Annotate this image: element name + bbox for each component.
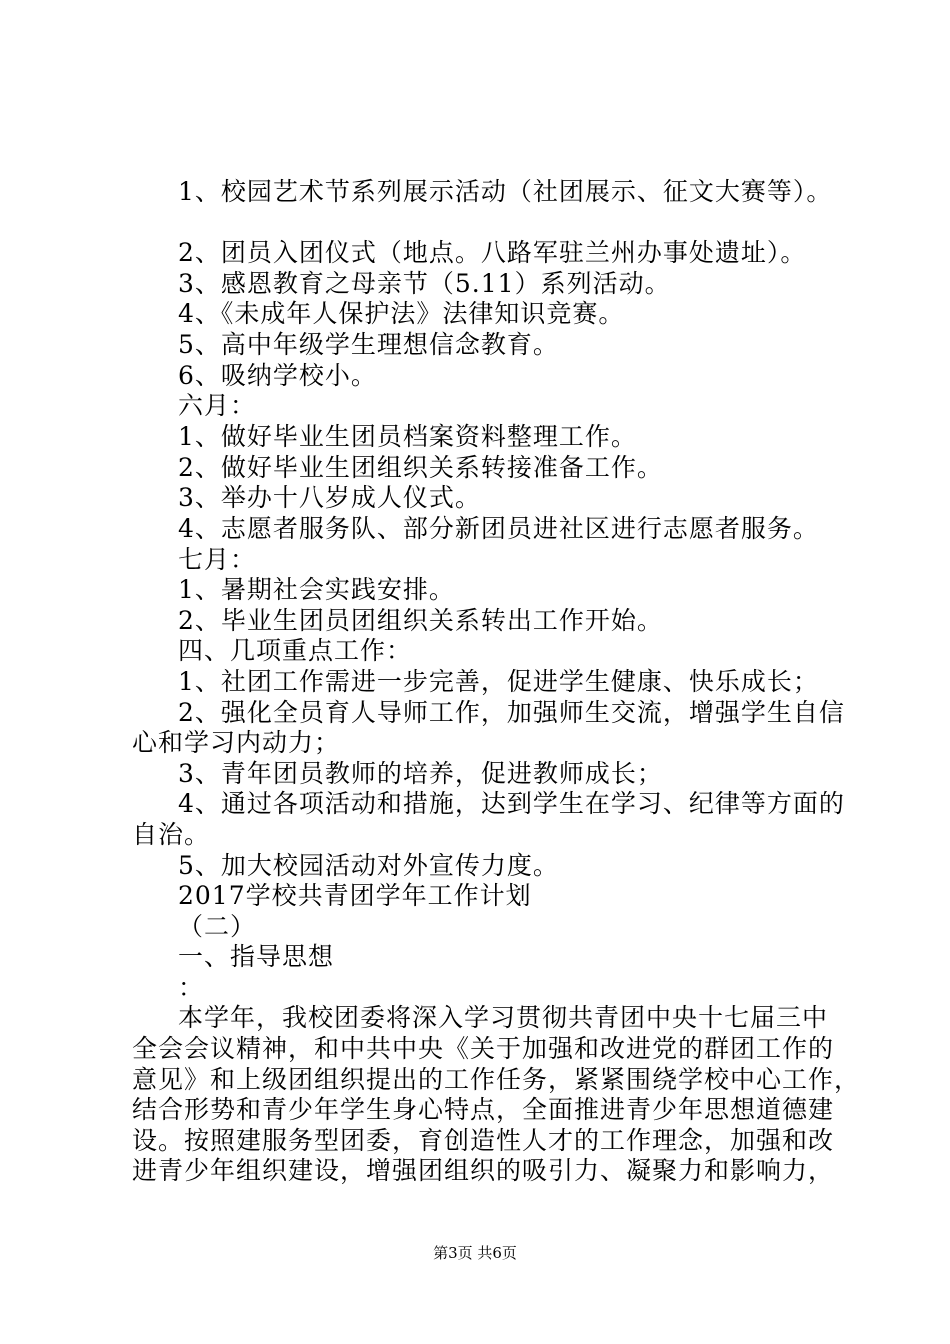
- section-heading: 七月：: [178, 545, 257, 574]
- text-line: 1、做好毕业生团员档案资料整理工作。: [178, 422, 637, 451]
- document-title: 2017学校共青团学年工作计划: [178, 881, 532, 910]
- text-line: 4、《未成年人保护法》法律知识竞赛。: [178, 299, 625, 328]
- text-line: 2、毕业生团员团组织关系转出工作开始。: [178, 606, 663, 635]
- text-line: 3、感恩教育之母亲节（5.11）系列活动。: [178, 269, 671, 298]
- text-line: 进青少年组织建设，增强团组织的吸引力、凝聚力和影响力，: [132, 1156, 835, 1185]
- text-line: ：: [178, 973, 205, 1002]
- page-number: 第3页 共6页: [433, 1244, 517, 1262]
- text-line: 2、强化全员育人导师工作，加强师生交流，增强学生自信: [178, 698, 845, 727]
- text-line: 6、吸纳学校小。: [178, 361, 377, 390]
- text-line: 1、社团工作需进一步完善，促进学生健康、快乐成长；: [178, 667, 819, 696]
- section-heading: 一、指导思想: [178, 942, 335, 971]
- text-line: 心和学习内动力；: [132, 728, 341, 757]
- text-line: 意见》和上级团组织提出的工作任务，紧紧围绕学校中心工作，: [132, 1065, 861, 1094]
- text-line: 1、暑期社会实践安排。: [178, 575, 455, 604]
- text-line: 自治。: [132, 820, 211, 849]
- text-line: 4、通过各项活动和措施，达到学生在学习、纪律等方面的: [178, 789, 845, 818]
- text-line: 3、青年团员教师的培养，促进教师成长；: [178, 759, 663, 788]
- text-line: 4、志愿者服务队、部分新团员进社区进行志愿者服务。: [178, 514, 819, 543]
- text-line: 本学年，我校团委将深入学习贯彻共青团中央十七届三中: [178, 1003, 829, 1032]
- text-line: 2、团员入团仪式（地点。八路军驻兰州办事处遗址）。: [178, 238, 807, 267]
- text-line: 结合形势和青少年学生身心特点，全面推进青少年思想道德建: [132, 1095, 835, 1124]
- text-line: 设。按照建服务型团委，育创造性人才的工作理念，加强和改: [132, 1126, 835, 1155]
- text-line: 5、高中年级学生理想信念教育。: [178, 330, 559, 359]
- section-heading: 六月：: [178, 391, 257, 420]
- text-line: 全会会议精神，和中共中央《关于加强和改进党的群团工作的: [132, 1034, 835, 1063]
- document-subtitle: （二）: [178, 912, 257, 941]
- text-line: 2、做好毕业生团组织关系转接准备工作。: [178, 453, 663, 482]
- text-line: 5、加大校园活动对外宣传力度。: [178, 851, 559, 880]
- text-line: 1、校园艺术节系列展示活动（社团展示、征文大赛等）。: [178, 177, 833, 206]
- section-heading: 四、几项重点工作：: [178, 636, 413, 665]
- text-line: 3、举办十八岁成人仪式。: [178, 483, 481, 512]
